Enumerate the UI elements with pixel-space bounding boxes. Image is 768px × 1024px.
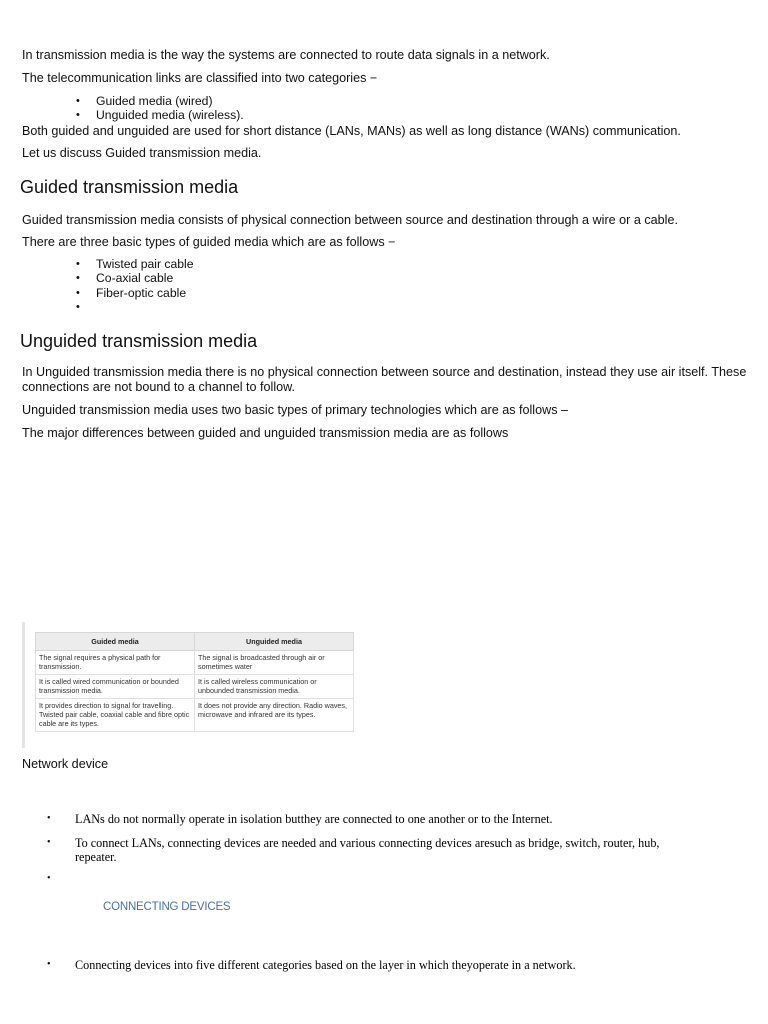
bullet-icon: • xyxy=(47,873,51,884)
table-header-cell: Unguided media xyxy=(195,633,354,651)
table-header-row xyxy=(36,633,354,651)
unguided-paragraph-3: The major differences between guided and unguided transmission media are as follows xyxy=(22,426,509,440)
intro-paragraph-3: Both guided and unguided are used for short distance (LANs, MANs) as well as long distance (WANs) communication. xyxy=(22,124,681,138)
intro-paragraph-1: In transmission media is the way the systems are connected to route data signals in a network. xyxy=(22,48,550,62)
connecting-devices-link[interactable]: CONNECTING DEVICES xyxy=(103,901,231,913)
comparison-table xyxy=(35,632,354,732)
table-cell: The signal is broadcasted through air or sometimes water xyxy=(195,651,354,675)
guided-type-item: • Twisted pair cable xyxy=(22,257,722,271)
unguided-paragraph-1: In Unguided transmission media there is no physical connection between source and destination, instead they use air itself. These connections are not bound to a channel to follow. xyxy=(22,365,747,394)
category-item: • Guided media (wired) xyxy=(22,94,722,108)
table-margin-bar xyxy=(22,622,25,748)
table-row xyxy=(36,651,354,675)
table-cell: It is called wired communication or bounded transmission media. xyxy=(36,675,195,699)
guided-types-list xyxy=(22,257,722,314)
unguided-heading: Unguided transmission media xyxy=(20,331,258,351)
table-cell: It does not provide any direction. Radio waves, microwave and infrared are its types. xyxy=(195,699,354,732)
table-cell: It provides direction to signal for travelling. Twisted pair cable, coaxial cable and fibre optic cable are its types. xyxy=(36,699,195,732)
network-heading: Network device xyxy=(22,757,109,771)
bullet-icon: • xyxy=(47,837,51,848)
category-item: • Unguided media (wireless). xyxy=(22,108,722,122)
table-header-cell: Guided media xyxy=(36,633,195,651)
category-list xyxy=(22,94,722,123)
unguided-paragraph-2: Unguided transmission media uses two basic types of primary technologies which are as follows – xyxy=(22,403,568,417)
guided-type-item xyxy=(22,300,722,314)
guided-paragraph-2: There are three basic types of guided media which are as follows − xyxy=(22,235,396,249)
guided-heading: Guided transmission media xyxy=(20,177,239,197)
table-cell: The signal requires a physical path for transmission. xyxy=(36,651,195,675)
table-row xyxy=(36,675,354,699)
intro-paragraph-2: The telecommunication links are classified into two categories − xyxy=(22,71,378,85)
bullet-icon: • xyxy=(47,959,51,970)
guided-paragraph-1: Guided transmission media consists of physical connection between source and destination through a wire or a cable. xyxy=(22,213,678,227)
table-cell: It is called wireless communication or unbounded transmission media. xyxy=(195,675,354,699)
bullet-icon: • xyxy=(47,813,51,824)
table-row xyxy=(36,699,354,732)
guided-type-item: • Co-axial cable xyxy=(22,271,722,285)
guided-type-item: • Fiber-optic cable xyxy=(22,286,722,300)
intro-paragraph-4: Let us discuss Guided transmission media. xyxy=(22,146,262,160)
